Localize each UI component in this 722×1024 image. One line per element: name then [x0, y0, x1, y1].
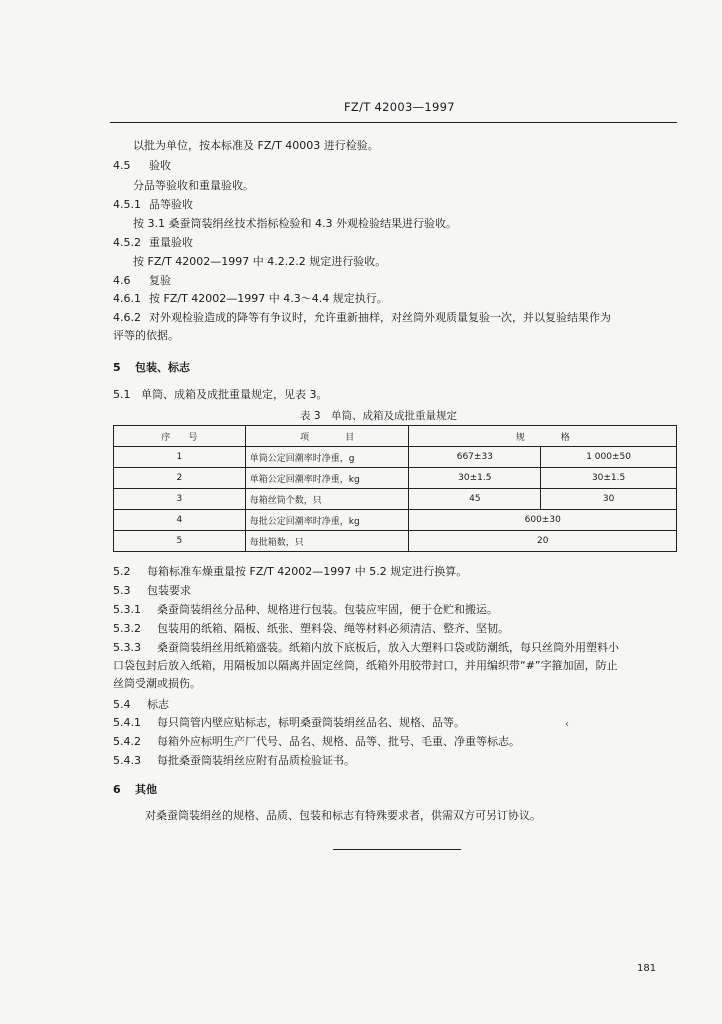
section-number: 6 — [113, 783, 121, 796]
cell-spec-a: 30±1.5 — [409, 468, 541, 489]
clause-4-6-1 — [113, 291, 388, 306]
cell-spec-b: 30 — [541, 489, 677, 510]
clause-text: 每只筒管内壁应贴标志，标明桑蚕筒装绢丝品名、规格、品等。 — [157, 716, 465, 729]
clause-text: 对外观检验造成的降等有争议时，允许重新抽样，对丝筒外观质量复验一次，并以复验结果作为 — [149, 311, 611, 324]
header-index: 序 号 — [114, 426, 246, 447]
heading-6 — [113, 782, 157, 797]
clause-5-3-3-line2: 口袋包封后放入纸箱，用隔板加以隔离并固定丝筒，纸箱外用胶带封口，并用编织带“#”字箍加固，防止 — [113, 659, 618, 672]
clause-text: 每箱标准车燥重量按 FZ/T 42002—1997 中 5.2 规定进行换算。 — [147, 565, 468, 578]
cell-spec-a: 45 — [409, 489, 541, 510]
clause-5-4-2 — [113, 734, 520, 749]
section-number: 5.4.3 — [113, 754, 141, 767]
cell-index: 3 — [114, 489, 246, 510]
header-rule — [110, 122, 677, 123]
section-number: 4.5.2 — [113, 236, 141, 249]
clause-text: 单筒、成箱及成批重量规定，见表 3。 — [141, 388, 328, 401]
cell-index: 4 — [114, 510, 246, 531]
section-title: 包装、标志 — [135, 361, 190, 374]
clause-4-6-2-line2: 评等的依据。 — [113, 329, 179, 342]
clause-5-3-1 — [113, 602, 498, 617]
weight-spec-table — [113, 425, 677, 552]
cell-item: 单箱公定回潮率时净重，kg — [245, 468, 409, 489]
section-number: 5.2 — [113, 565, 131, 578]
end-of-standard-rule — [333, 849, 461, 850]
clause-5-2 — [113, 564, 467, 579]
paragraph-4-4-continuation: 以批为单位，按本标准及 FZ/T 40003 进行检验。 — [133, 139, 379, 152]
section-number: 5.1 — [113, 388, 131, 401]
cell-index: 2 — [114, 468, 246, 489]
section-number: 5.3.3 — [113, 641, 141, 654]
paragraph-4-5-2: 按 FZ/T 42002—1997 中 4.2.2.2 规定进行验收。 — [133, 255, 387, 268]
cell-spec-merged: 600±30 — [409, 510, 677, 531]
section-title: 包装要求 — [147, 584, 191, 597]
cell-item: 每箱丝筒个数，只 — [245, 489, 409, 510]
section-number: 4.5 — [113, 159, 131, 172]
cell-index: 1 — [114, 447, 246, 468]
heading-4-5-2 — [113, 235, 193, 250]
table-row — [114, 489, 677, 510]
header-spec: 规 格 — [409, 426, 677, 447]
table-caption: 表 3 单筒、成箱及成批重量规定 — [300, 410, 458, 422]
table-row — [114, 447, 677, 468]
cell-item: 每批箱数，只 — [245, 531, 409, 552]
clause-text: 桑蚕筒装绢丝分品种、规格进行包装。包装应牢固，便于仓贮和搬运。 — [157, 603, 498, 616]
section-title: 其他 — [135, 783, 157, 796]
heading-4-5-1 — [113, 197, 193, 212]
section-title: 复验 — [149, 274, 171, 287]
cell-spec-a: 667±33 — [409, 447, 541, 468]
page-number: 181 — [637, 963, 657, 974]
section-number: 5.3 — [113, 584, 131, 597]
cell-item: 每批公定回潮率时净重，kg — [245, 510, 409, 531]
table-row — [114, 468, 677, 489]
paragraph-6: 对桑蚕筒装绢丝的规格、品质、包装和标志有特殊要求者，供需双方可另订协议。 — [145, 809, 541, 822]
paragraph-4-5-1: 按 3.1 桑蚕筒装绢丝技术指标检验和 4.3 外观检验结果进行验收。 — [133, 217, 457, 230]
section-number: 5.3.1 — [113, 603, 141, 616]
cell-index: 5 — [114, 531, 246, 552]
clause-5-4-3 — [113, 753, 355, 768]
cell-spec-b: 1 000±50 — [541, 447, 677, 468]
heading-4-6 — [113, 273, 171, 288]
stray-scan-mark: ‹ — [565, 719, 569, 730]
cell-item: 单筒公定回潮率时净重，g — [245, 447, 409, 468]
clause-4-6-2 — [113, 310, 611, 325]
clause-5-3-3-line3: 丝筒受潮或损伤。 — [113, 677, 201, 690]
section-title: 重量验收 — [149, 236, 193, 249]
section-title: 验收 — [149, 159, 171, 172]
heading-4-5 — [113, 158, 171, 173]
header-item: 项 目 — [245, 426, 409, 447]
section-number: 5.3.2 — [113, 622, 141, 635]
section-number: 4.5.1 — [113, 198, 141, 211]
clause-5-4-1 — [113, 715, 465, 730]
section-title: 品等验收 — [149, 198, 193, 211]
cell-spec-merged: 20 — [409, 531, 677, 552]
clause-5-3-2 — [113, 621, 509, 636]
paragraph-4-5: 分品等验收和重量验收。 — [133, 179, 254, 192]
section-number: 4.6 — [113, 274, 131, 287]
clause-5-3-3 — [113, 640, 619, 655]
clause-5-1 — [113, 387, 328, 402]
section-number: 4.6.2 — [113, 311, 141, 324]
section-number: 5.4 — [113, 698, 131, 711]
clause-text: 每批桑蚕筒装绢丝应附有品质检验证书。 — [157, 754, 355, 767]
table-row — [114, 531, 677, 552]
section-number: 5 — [113, 361, 121, 374]
clause-text: 按 FZ/T 42002—1997 中 4.3～4.4 规定执行。 — [149, 292, 388, 305]
section-number: 5.4.2 — [113, 735, 141, 748]
table-header-row — [114, 426, 677, 447]
clause-text: 每箱外应标明生产厂代号、品名、规格、品等、批号、毛重、净重等标志。 — [157, 735, 520, 748]
page-header-standard: FZ/T 42003—1997 — [344, 100, 455, 114]
section-number: 4.6.1 — [113, 292, 141, 305]
clause-text: 包装用的纸箱、隔板、纸张、塑料袋、绳等材料必须清洁、整齐、坚韧。 — [157, 622, 509, 635]
section-number: 5.4.1 — [113, 716, 141, 729]
table-row — [114, 510, 677, 531]
heading-5-4 — [113, 697, 169, 712]
section-title: 标志 — [147, 698, 169, 711]
heading-5-3 — [113, 583, 191, 598]
cell-spec-b: 30±1.5 — [541, 468, 677, 489]
clause-text: 桑蚕筒装绢丝用纸箱盛装。纸箱内放下底板后，放入大塑料口袋或防潮纸，每只丝筒外用塑料小 — [157, 641, 619, 654]
heading-5 — [113, 360, 190, 375]
